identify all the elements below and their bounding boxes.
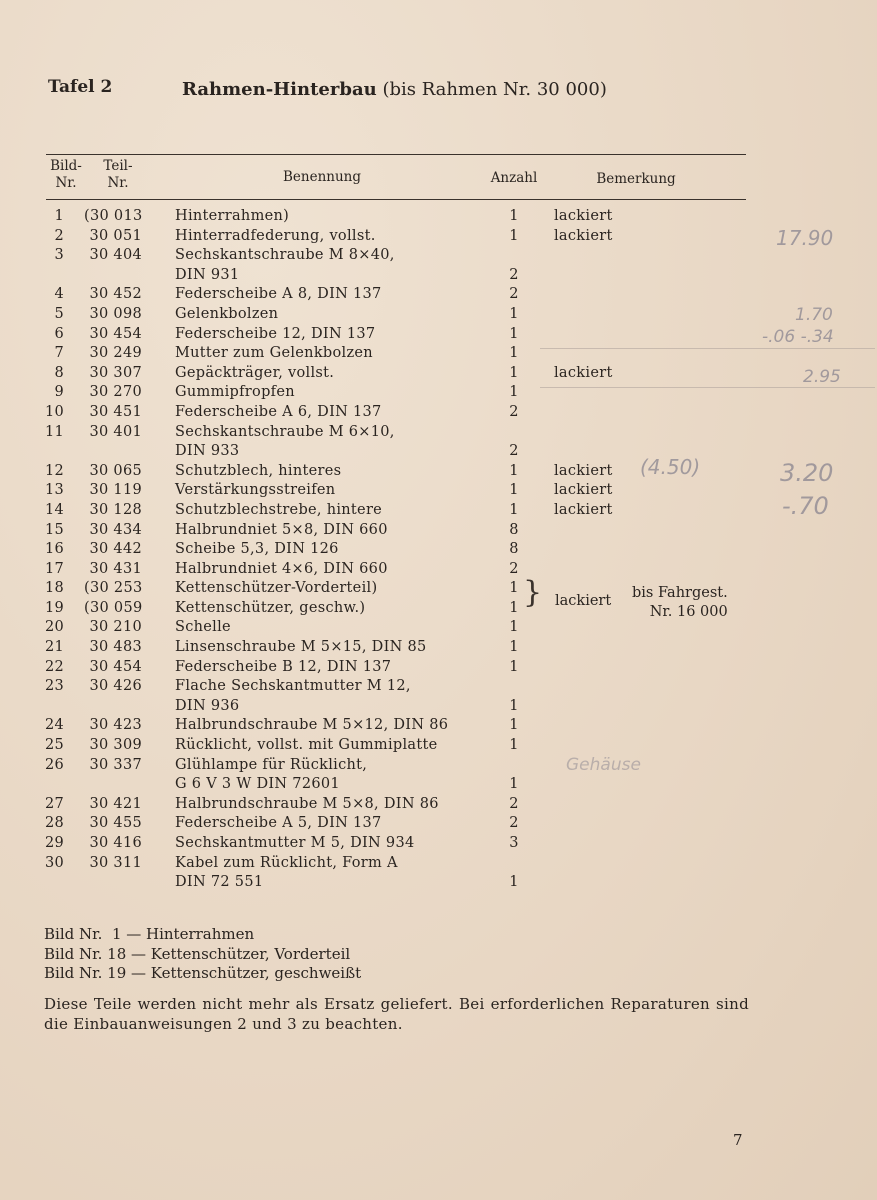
row-benennung: Flache Sechskantmutter M 12, xyxy=(175,678,411,695)
handwritten-price: -.06 -.34 xyxy=(762,327,834,347)
row-teil-nr: 30 051 xyxy=(89,227,142,244)
row-benennung: Halbrundniet 4×6, DIN 660 xyxy=(175,560,388,577)
col-header-anzahl: Anzahl xyxy=(490,170,538,186)
row-teil-nr: 30 337 xyxy=(89,756,142,773)
row-teil-nr: (30 059 xyxy=(84,599,143,616)
row-anzahl: 1 xyxy=(509,482,519,499)
row-bild-nr: 28 xyxy=(44,815,64,832)
row-benennung: Halbrundschraube M 5×12, DIN 86 xyxy=(175,717,449,734)
figure-note: Bild Nr. 19 — Kettenschützer, geschweißt xyxy=(44,964,362,982)
row-teil-nr: 30 416 xyxy=(89,835,142,851)
row-benennung: Verstärkungsstreifen xyxy=(175,482,336,499)
table-row xyxy=(0,659,877,679)
row-bild-nr: 15 xyxy=(44,521,64,538)
row-teil-nr: 30 454 xyxy=(89,658,142,675)
row-bild-nr: 5 xyxy=(54,305,64,322)
table-row xyxy=(0,561,877,581)
row-bild-nr: 13 xyxy=(44,482,64,499)
row-benennung: Federscheibe A 6, DIN 137 xyxy=(175,403,382,420)
group-brace: } xyxy=(523,575,543,610)
group-remark-range-line2: Nr. 16 000 xyxy=(649,604,728,620)
table-row xyxy=(0,463,877,483)
row-benennung: Gummipfropfen xyxy=(175,384,295,401)
table-row xyxy=(0,757,877,777)
handwritten-price: (4.50) xyxy=(640,455,701,479)
table-row xyxy=(0,855,877,875)
row-teil-nr: 30 098 xyxy=(89,305,142,322)
pencil-line xyxy=(540,348,875,349)
header-rule-top xyxy=(46,154,746,155)
table-row xyxy=(0,619,877,639)
group-remark-range-line1: bis Fahrgest. xyxy=(632,585,728,601)
table-row xyxy=(0,404,877,424)
row-anzahl: 1 xyxy=(509,345,519,362)
row-bild-nr: 30 xyxy=(44,854,64,871)
row-bild-nr: 29 xyxy=(44,835,64,851)
row-bild-nr: 24 xyxy=(44,717,64,734)
row-benennung: Gepäckträger, vollst. xyxy=(175,364,335,381)
row-anzahl: 2 xyxy=(509,795,519,812)
row-anzahl: 1 xyxy=(509,619,519,636)
row-bild-nr: 18 xyxy=(44,580,64,597)
row-bemerkung: lackiert xyxy=(554,364,613,381)
row-benennung: Rücklicht, vollst. mit Gummiplatte xyxy=(175,737,438,754)
table-row xyxy=(0,443,877,463)
row-benennung: Hinterrahmen) xyxy=(175,208,290,224)
row-benennung: Mutter zum Gelenkbolzen xyxy=(175,345,373,362)
row-benennung: Federscheibe B 12, DIN 137 xyxy=(175,658,392,675)
row-bild-nr: 20 xyxy=(44,619,64,636)
table-row xyxy=(0,522,877,542)
col-header-teil: Teil- Nr. xyxy=(103,158,133,191)
row-teil-nr: 30 311 xyxy=(89,854,142,871)
row-benennung: Linsenschraube M 5×15, DIN 85 xyxy=(175,639,427,656)
row-benennung: Kabel zum Rücklicht, Form A xyxy=(175,854,398,871)
row-anzahl: 1 xyxy=(509,599,519,616)
handwritten-price: 2.95 xyxy=(803,367,841,387)
row-teil-nr: (30 013 xyxy=(84,208,143,224)
group-remark-lackiert: lackiert xyxy=(555,593,612,609)
table-row xyxy=(0,737,877,757)
table-row xyxy=(0,228,877,248)
handwritten-price: -.70 xyxy=(782,492,829,520)
table-row xyxy=(0,365,877,385)
row-benennung: DIN 931 xyxy=(175,266,240,283)
table-row xyxy=(0,541,877,561)
handwritten-price: 1.70 xyxy=(795,305,833,325)
row-benennung: DIN 72 551 xyxy=(175,874,264,891)
row-bild-nr: 22 xyxy=(44,658,64,675)
table-row xyxy=(0,600,877,620)
row-bild-nr: 14 xyxy=(44,501,64,518)
row-teil-nr: 30 128 xyxy=(89,501,142,518)
notice-paragraph: Diese Teile werden nicht mehr als Ersatz geliefert. Bei erforderlichen Reparaturen sind die Einbauanweisungen 2 und 3 zu beachten. xyxy=(44,995,749,1033)
row-bemerkung: lackiert xyxy=(554,482,613,499)
row-teil-nr: 30 434 xyxy=(89,521,142,538)
row-teil-nr: 30 404 xyxy=(89,247,142,264)
row-teil-nr: 30 270 xyxy=(89,384,142,401)
col-header-bild: Bild- Nr. xyxy=(50,158,82,191)
table-row xyxy=(0,639,877,659)
row-benennung: Schutzblechstrebe, hintere xyxy=(175,501,383,518)
row-benennung: Halbrundniet 5×8, DIN 660 xyxy=(175,521,388,538)
row-bild-nr: 7 xyxy=(54,345,64,362)
row-anzahl: 1 xyxy=(509,305,519,322)
row-bemerkung: lackiert xyxy=(554,462,613,479)
table-row xyxy=(0,580,877,600)
row-bild-nr: 26 xyxy=(44,756,64,773)
row-teil-nr: 30 119 xyxy=(89,482,142,499)
row-anzahl: 1 xyxy=(509,874,519,891)
header-rule-bottom xyxy=(46,199,746,200)
row-anzahl: 2 xyxy=(509,403,519,420)
row-anzahl: 1 xyxy=(509,776,519,793)
row-bild-nr: 12 xyxy=(44,462,64,479)
row-anzahl: 3 xyxy=(509,835,519,851)
figure-note: Bild Nr. 1 — Hinterrahmen xyxy=(44,925,255,943)
row-teil-nr: 30 065 xyxy=(89,462,142,479)
row-bemerkung: lackiert xyxy=(554,501,613,518)
row-bild-nr: 19 xyxy=(44,599,64,616)
figure-note: Bild Nr. 18 — Kettenschützer, Vorderteil xyxy=(44,944,351,963)
row-benennung: Kettenschützer-Vorderteil) xyxy=(175,580,378,597)
page-title-main: Rahmen-Hinterbau xyxy=(182,79,377,100)
page-title xyxy=(182,79,607,100)
row-anzahl: 2 xyxy=(509,560,519,577)
table-row xyxy=(0,678,877,698)
table-row xyxy=(0,835,877,855)
row-benennung: Federscheibe 12, DIN 137 xyxy=(175,325,376,342)
row-teil-nr: 30 249 xyxy=(89,345,142,362)
row-benennung: Schelle xyxy=(175,619,231,636)
row-teil-nr: 30 423 xyxy=(89,717,142,734)
row-anzahl: 1 xyxy=(509,462,519,479)
row-bemerkung: lackiert xyxy=(554,208,613,224)
row-bild-nr: 11 xyxy=(44,423,64,440)
table-row xyxy=(0,796,877,816)
row-bild-nr: 4 xyxy=(54,286,64,303)
row-bild-nr: 17 xyxy=(44,560,64,577)
row-benennung: Sechskantschraube M 6×10, xyxy=(175,423,395,440)
table-row xyxy=(0,267,877,287)
row-bild-nr: 10 xyxy=(44,403,64,420)
row-bild-nr: 2 xyxy=(54,227,64,244)
pencil-line xyxy=(540,387,875,388)
row-anzahl: 8 xyxy=(509,541,519,558)
row-benennung: G 6 V 3 W DIN 72601 xyxy=(175,776,340,793)
handwritten-price: 3.20 xyxy=(780,459,834,487)
row-benennung: DIN 933 xyxy=(175,443,240,460)
table-row xyxy=(0,502,877,522)
row-teil-nr: 30 452 xyxy=(89,286,142,303)
row-bild-nr: 25 xyxy=(44,737,64,754)
row-bild-nr: 3 xyxy=(54,247,64,264)
row-benennung: Scheibe 5,3, DIN 126 xyxy=(175,541,339,558)
table-row xyxy=(0,286,877,306)
row-anzahl: 1 xyxy=(509,717,519,734)
row-benennung: Federscheibe A 8, DIN 137 xyxy=(175,286,382,303)
table-row xyxy=(0,698,877,718)
table-row xyxy=(0,482,877,502)
row-teil-nr: 30 454 xyxy=(89,325,142,342)
table-row xyxy=(0,326,877,346)
group-remark-range xyxy=(632,584,728,622)
row-teil-nr: 30 309 xyxy=(89,737,142,754)
page-title-sub: (bis Rahmen Nr. 30 000) xyxy=(382,79,607,100)
row-bild-nr: 21 xyxy=(44,639,64,656)
row-anzahl: 2 xyxy=(509,815,519,832)
handwritten-note: Gehäuse xyxy=(566,755,641,775)
row-anzahl: 1 xyxy=(509,227,519,244)
table-row xyxy=(0,208,877,228)
row-teil-nr: (30 253 xyxy=(84,580,143,597)
row-teil-nr: 30 455 xyxy=(89,815,142,832)
handwritten-price: 17.90 xyxy=(776,226,834,250)
table-row xyxy=(0,306,877,326)
row-benennung: Schutzblech, hinteres xyxy=(175,462,342,479)
row-anzahl: 2 xyxy=(509,443,519,460)
parts-table xyxy=(0,208,877,894)
row-benennung: Sechskantmutter M 5, DIN 934 xyxy=(175,835,415,851)
table-row xyxy=(0,247,877,267)
row-anzahl: 1 xyxy=(509,580,519,597)
row-teil-nr: 30 421 xyxy=(89,795,142,812)
row-bild-nr: 23 xyxy=(44,678,64,695)
row-teil-nr: 30 401 xyxy=(89,423,142,440)
table-row xyxy=(0,717,877,737)
row-teil-nr: 30 483 xyxy=(89,639,142,656)
row-anzahl: 1 xyxy=(509,325,519,342)
col-header-benennung: Benennung xyxy=(282,169,361,185)
col-header-bemerkung: Bemerkung xyxy=(596,171,676,187)
row-anzahl: 1 xyxy=(509,639,519,656)
row-benennung: Halbrundschraube M 5×8, DIN 86 xyxy=(175,795,439,812)
row-anzahl: 1 xyxy=(509,658,519,675)
row-benennung: Federscheibe A 5, DIN 137 xyxy=(175,815,382,832)
row-teil-nr: 30 451 xyxy=(89,403,142,420)
row-benennung: Kettenschützer, geschw.) xyxy=(175,599,366,616)
row-anzahl: 1 xyxy=(509,208,519,224)
table-row xyxy=(0,815,877,835)
row-bild-nr: 16 xyxy=(44,541,64,558)
row-anzahl: 1 xyxy=(509,384,519,401)
row-benennung: Gelenkbolzen xyxy=(175,305,279,322)
figure-notes xyxy=(44,925,361,984)
table-label: Tafel 2 xyxy=(48,77,113,97)
row-benennung: Glühlampe für Rücklicht, xyxy=(175,756,368,773)
row-bild-nr: 1 xyxy=(54,208,64,224)
row-bemerkung: lackiert xyxy=(554,227,613,244)
table-row xyxy=(0,424,877,444)
row-anzahl: 8 xyxy=(509,521,519,538)
row-teil-nr: 30 210 xyxy=(89,619,142,636)
row-bild-nr: 27 xyxy=(44,795,64,812)
row-teil-nr: 30 426 xyxy=(89,678,142,695)
row-teil-nr: 30 442 xyxy=(89,541,142,558)
row-bild-nr: 6 xyxy=(54,325,64,342)
row-anzahl: 1 xyxy=(509,501,519,518)
row-benennung: DIN 936 xyxy=(175,697,240,714)
row-bild-nr: 8 xyxy=(54,364,64,381)
page-number: 7 xyxy=(733,1131,743,1149)
table-row xyxy=(0,874,877,894)
row-bild-nr: 9 xyxy=(54,384,64,401)
row-anzahl: 2 xyxy=(509,286,519,303)
row-benennung: Hinterradfederung, vollst. xyxy=(175,227,376,244)
row-teil-nr: 30 307 xyxy=(89,364,142,381)
row-benennung: Sechskantschraube M 8×40, xyxy=(175,247,395,264)
row-anzahl: 1 xyxy=(509,364,519,381)
row-anzahl: 1 xyxy=(509,737,519,754)
row-anzahl: 1 xyxy=(509,697,519,714)
row-anzahl: 2 xyxy=(509,266,519,283)
table-row xyxy=(0,776,877,796)
row-teil-nr: 30 431 xyxy=(89,560,142,577)
